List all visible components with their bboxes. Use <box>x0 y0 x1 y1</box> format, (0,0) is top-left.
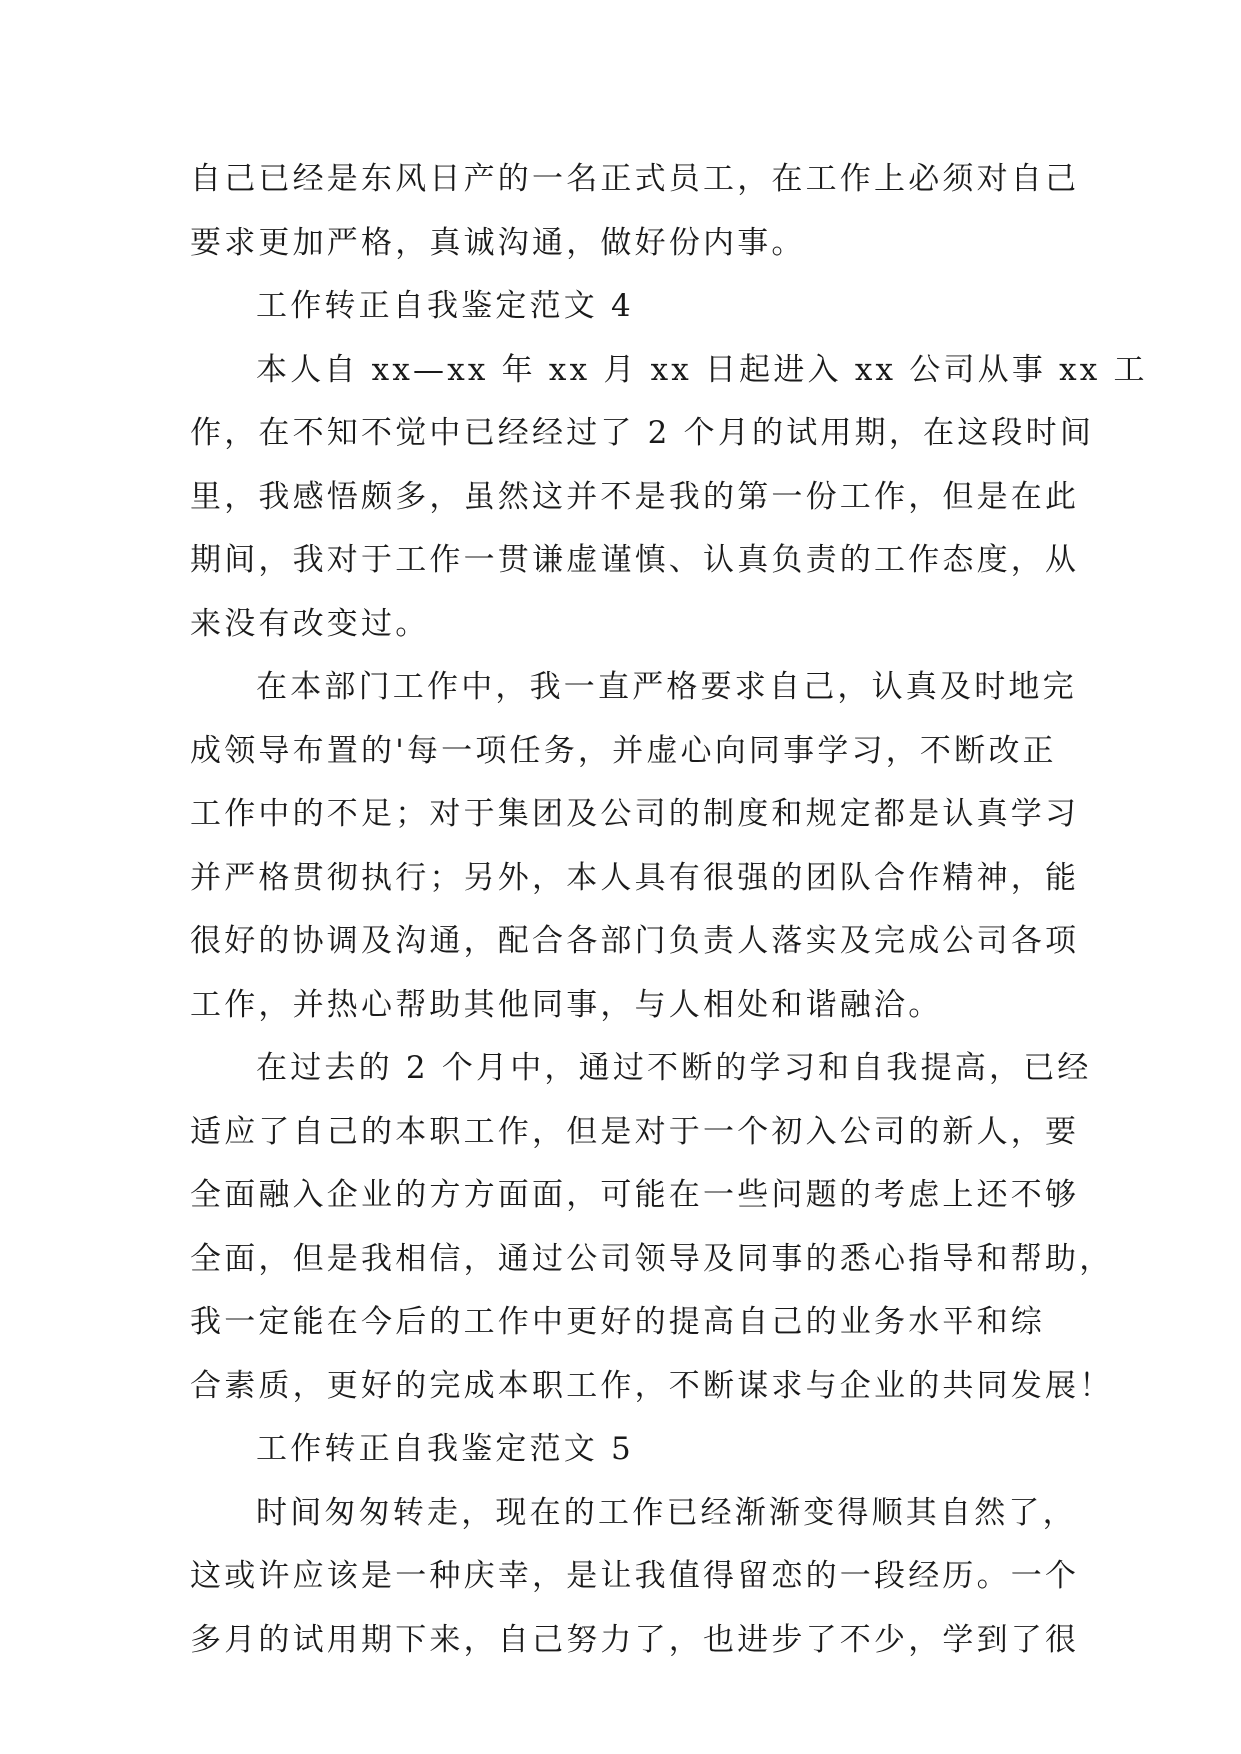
text-line: 在过去的 2 个月中，通过不断的学习和自我提高，已经 <box>256 1050 1092 1086</box>
text-line: 我一定能在今后的工作中更好的提高自己的业务水平和综 <box>190 1304 1045 1340</box>
text-line: 自己已经是东风日产的一名正式员工，在工作上必须对自己 <box>190 161 1080 197</box>
text-line: 很好的协调及沟通，配合各部门负责人落实及完成公司各项 <box>190 923 1080 959</box>
text-line: 这或许应该是一种庆幸，是让我值得留恋的一段经历。一个 <box>190 1558 1080 1594</box>
text-line: 工作中的不足；对于集团及公司的制度和规定都是认真学习 <box>190 796 1080 832</box>
text-line: 要求更加严格，真诚沟通，做好份内事。 <box>190 224 806 261</box>
section-heading: 工作转正自我鉴定范文 5 <box>256 1431 634 1467</box>
text-line: 来没有改变过。 <box>190 605 430 642</box>
section-heading: 工作转正自我鉴定范文 4 <box>256 288 634 324</box>
text-line: 工作，并热心帮助其他同事，与人相处和谐融洽。 <box>190 986 943 1023</box>
text-line: 全面，但是我相信，通过公司领导及同事的悉心指导和帮助， <box>190 1240 1114 1277</box>
text-line: 里，我感悟颇多，虽然这并不是我的第一份工作，但是在此 <box>190 478 1080 515</box>
document-page <box>190 148 1148 1672</box>
text-line: 适应了自己的本职工作，但是对于一个初入公司的新人，要 <box>190 1113 1080 1150</box>
text-line: 时间匆匆转走，现在的工作已经渐渐变得顺其自然了， <box>256 1494 1077 1531</box>
text-line: 合素质，更好的完成本职工作，不断谋求与企业的共同发展！ <box>190 1367 1114 1404</box>
text-line: 本人自 xx—xx 年 xx 月 xx 日起进入 xx 公司从事 xx 工 <box>256 351 1148 388</box>
text-line: 并严格贯彻执行；另外，本人具有很强的团队合作精神，能 <box>190 859 1080 896</box>
text-line: 作，在不知不觉中已经经过了 2 个月的试用期，在这段时间 <box>190 415 1095 451</box>
text-line: 在本部门工作中，我一直严格要求自己，认真及时地完 <box>256 669 1077 705</box>
text-line: 成领导布置的'每一项任务，并虚心向同事学习，不断改正 <box>190 732 1057 769</box>
text-line: 期间，我对于工作一贯谦虚谨慎、认真负责的工作态度，从 <box>190 542 1080 578</box>
text-line: 全面融入企业的方方面面，可能在一些问题的考虑上还不够 <box>190 1177 1080 1213</box>
text-line: 多月的试用期下来，自己努力了，也进步了不少，学到了很 <box>190 1621 1080 1658</box>
